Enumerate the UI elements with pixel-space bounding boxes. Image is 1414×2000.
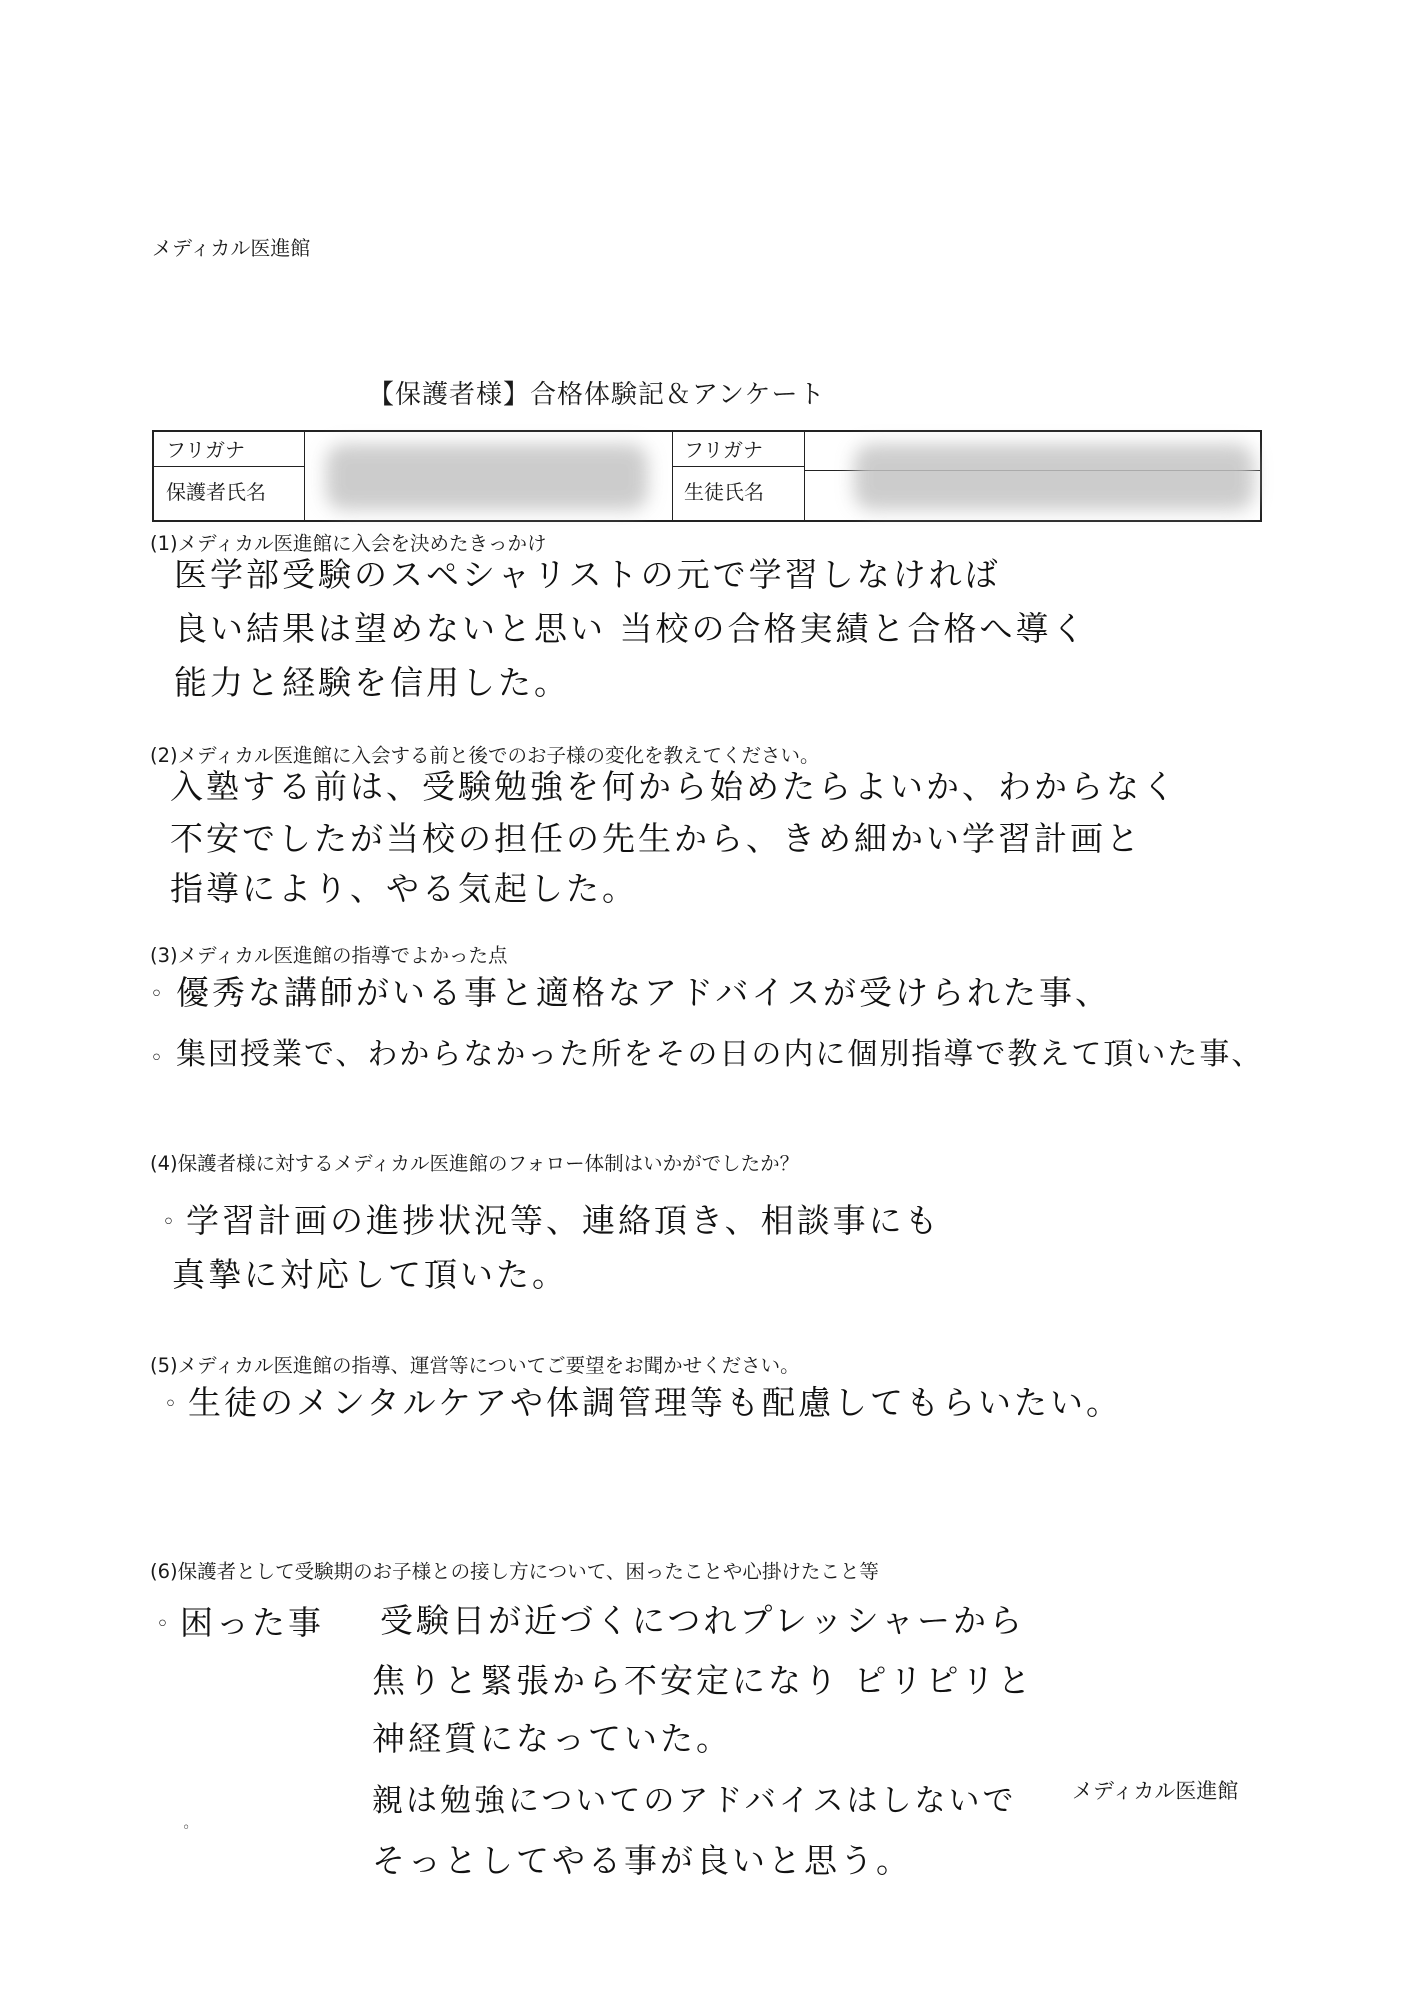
answer-6-line: 親は勉強についてのアドバイスはしないで [372,1783,1017,1819]
footer-brand: メディカル医進館 [1072,1779,1239,1803]
table-divider [154,466,304,467]
answer-2-line: 不安でしたが当校の担任の先生から、きめ細かい学習計画と [170,819,1142,858]
answer-6-line: 焦りと緊張から不安定になり ピリピリと [372,1661,1034,1700]
redacted-student-name [854,444,1254,510]
answer-6-line: そっとしてやる事が良いと思う。 [372,1841,912,1880]
bullet-icon: ◦ [162,1210,175,1235]
question-2-label: (2)メディカル医進館に入会する前と後でのお子様の変化を教えてください。 [150,744,820,767]
bullet-icon: ◦ [164,1392,177,1417]
answer-6-line: 受験日が近づくにつれプレッシャーから [380,1601,1026,1640]
table-divider [304,432,305,520]
answer-2-line: 指導により、やる気起した。 [170,869,638,908]
question-6-label: (6)保護者として受験期のお子様との接し方について、困ったことや心掛けたこと等 [150,1560,879,1583]
table-divider [672,466,804,467]
info-table [152,430,1262,522]
answer-1-line: 良い結果は望めないと思い 当校の合格実績と合格へ導く [174,609,1088,648]
table-divider [804,432,805,520]
answer-1-line: 医学部受験のスペシャリストの元で学習しなければ [174,555,1001,594]
answer-1-line: 能力と経験を信用した。 [174,663,570,702]
furigana-label-right: フリガナ [684,438,763,462]
page-title: 【保護者様】合格体験記＆アンケート [368,380,826,410]
question-4-label: (4)保護者様に対するメディカル医進館のフォロー体制はいかがでしたか？ [150,1152,800,1175]
header-brand: メディカル医進館 [152,236,311,260]
furigana-label-left: フリガナ [166,438,245,462]
guardian-name-label: 保護者氏名 [166,480,266,504]
bullet-icon: ◦ [150,1046,163,1071]
student-name-label: 生徒氏名 [684,480,764,504]
bullet-icon: ◦ [156,1612,169,1637]
question-5-label: (5)メディカル医進館の指導、運営等についてご要望をお聞かせください。 [150,1354,800,1377]
question-3-label: (3)メディカル医進館の指導でよかった点 [150,944,508,967]
answer-5-line: 生徒のメンタルケアや体調管理等も配慮してもらいたい。 [188,1383,1123,1422]
answer-6-line: 神経質になっていた。 [372,1719,732,1758]
question-1-label: (1)メディカル医進館に入会を決めたきっかけ [150,532,547,555]
answer-2-line: 入塾する前は、受験勉強を何から始めたらよいか、わからなく [170,767,1178,806]
redacted-guardian-name [326,444,648,510]
bullet-icon: ◦ [150,982,163,1007]
answer-6-heading: 困った事 [180,1603,324,1642]
bullet-icon: ◦ [182,1820,191,1836]
answer-3-line: 集団授業で、わからなかった所をその日の内に個別指導で教えて頂いた事、 [176,1037,1264,1072]
answer-3-line: 優秀な講師がいる事と適格なアドバイスが受けられた事、 [176,973,1112,1012]
answer-4-line: 学習計画の進捗状況等、連絡頂き、相談事にも [186,1201,941,1240]
answer-4-line: 真摯に対応して頂いた。 [172,1255,568,1294]
